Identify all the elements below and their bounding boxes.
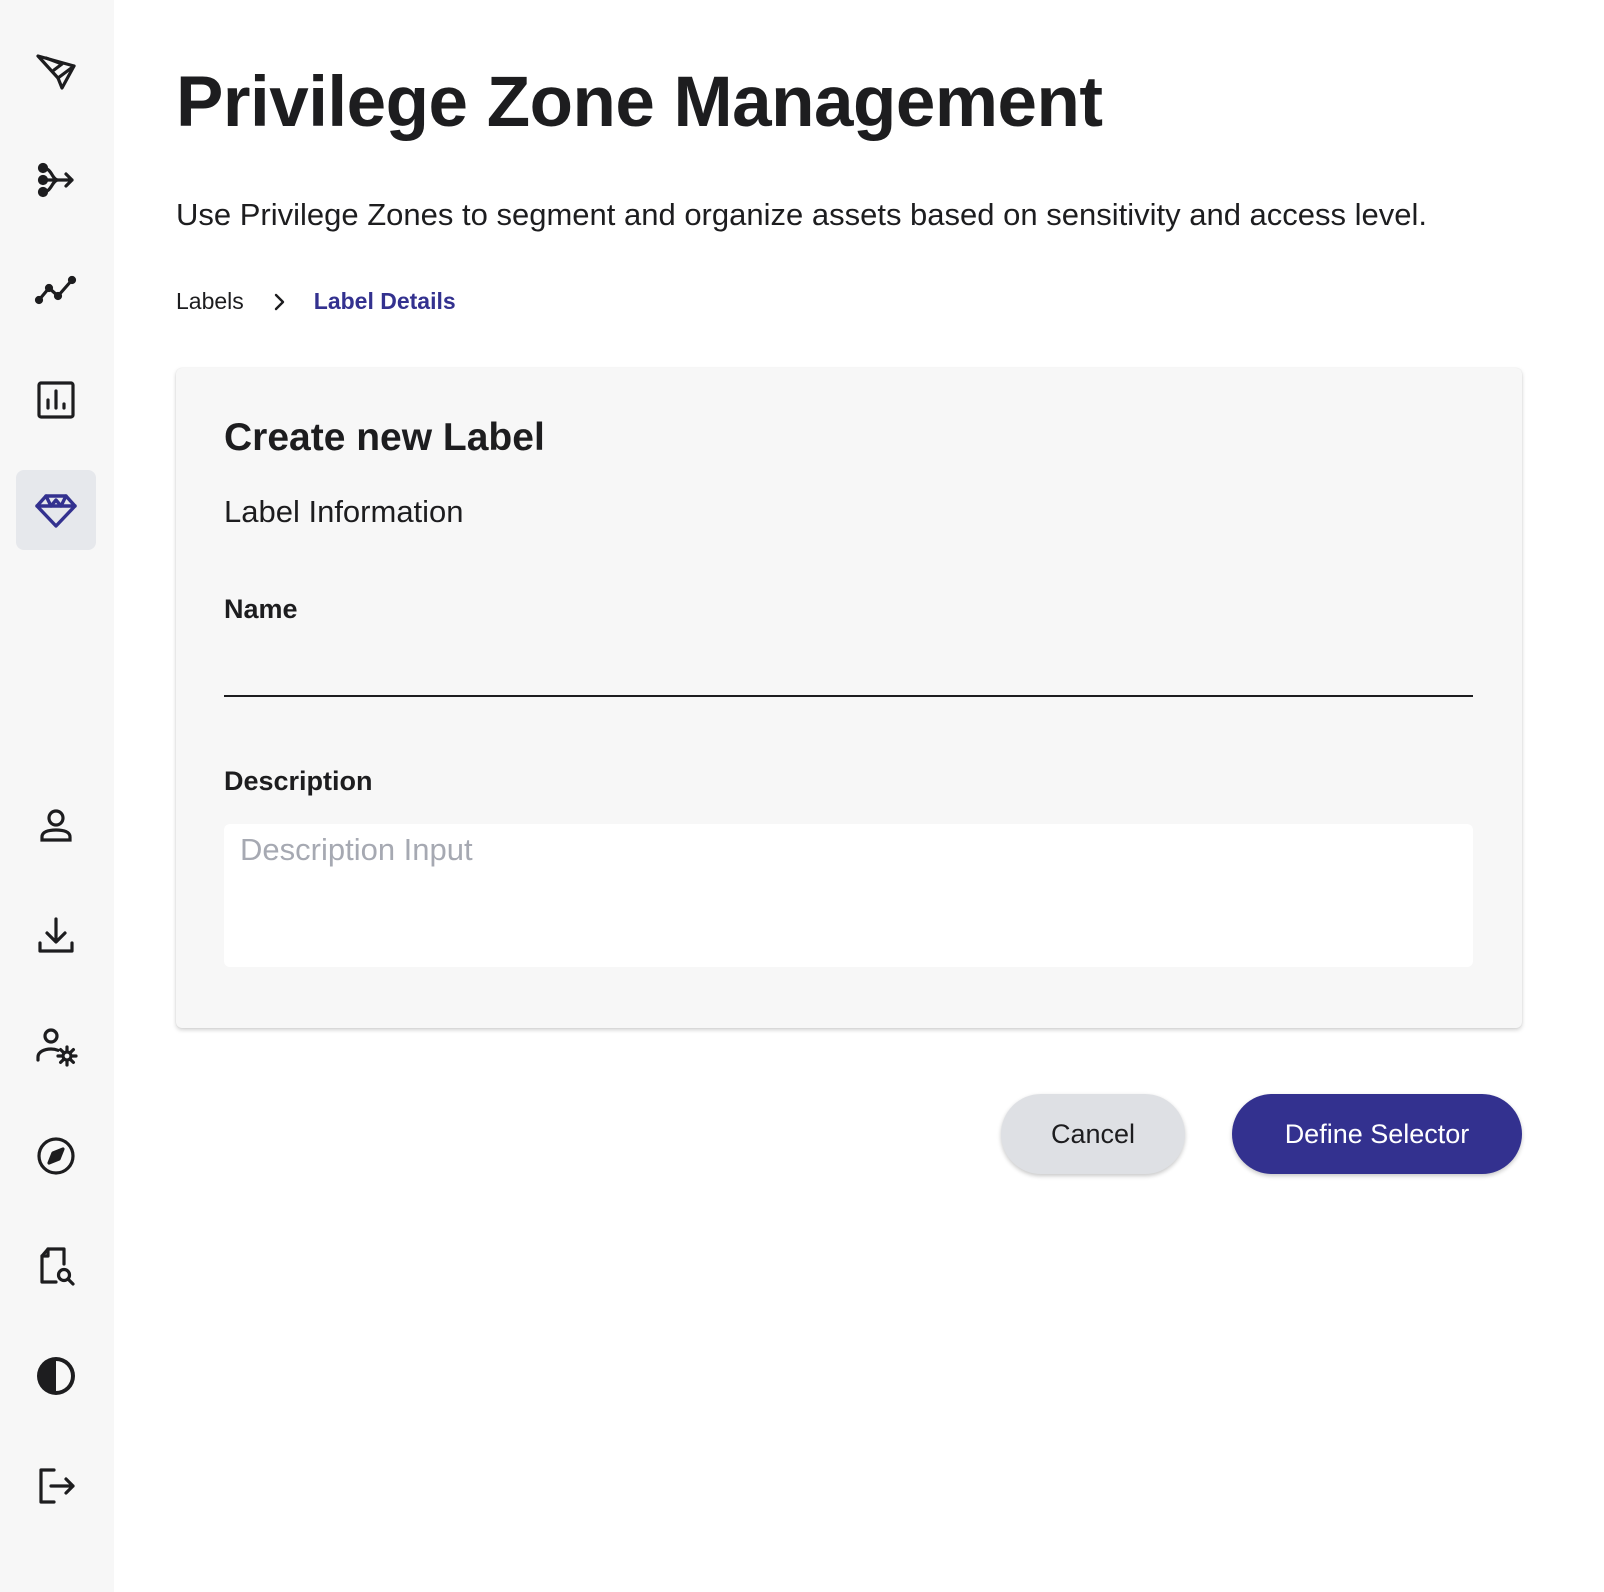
description-input[interactable] (224, 824, 1473, 967)
page-subtitle: Use Privilege Zones to segment and organize assets based on sensitivity and access level. (176, 197, 1428, 232)
page-title: Privilege Zone Management (176, 63, 1103, 142)
logout-icon (34, 1464, 78, 1508)
gem-icon (34, 488, 78, 532)
contrast-icon (34, 1354, 78, 1398)
create-label-card (176, 368, 1522, 1028)
user-settings-icon (34, 1024, 78, 1068)
sidebar-item-posture[interactable] (16, 250, 96, 330)
sidebar-item-explore-compass[interactable] (16, 1116, 96, 1196)
bar-chart-icon (34, 378, 78, 422)
sidebar-item-home[interactable] (16, 30, 96, 110)
name-label: Name (224, 594, 298, 624)
sidebar-item-privilege-zones[interactable] (16, 470, 96, 550)
sidebar-item-reports[interactable] (16, 360, 96, 440)
breadcrumb-labels-link[interactable]: Labels (176, 288, 244, 314)
description-label: Description (224, 766, 373, 796)
breadcrumb (176, 288, 456, 315)
name-input[interactable] (224, 653, 1473, 697)
explore-graph-icon (34, 158, 78, 202)
sidebar-item-download[interactable] (16, 896, 96, 976)
compass-icon (34, 1134, 78, 1178)
sidebar-item-profile[interactable] (16, 786, 96, 866)
logo-icon (34, 48, 78, 92)
sidebar-item-logout[interactable] (16, 1446, 96, 1526)
chevron-right-icon (244, 292, 314, 312)
sidebar (0, 0, 114, 1592)
form-title: Create new Label (224, 416, 545, 459)
sidebar-item-explore[interactable] (16, 140, 96, 220)
breadcrumb-current: Label Details (313, 288, 456, 314)
user-icon (34, 804, 78, 848)
cancel-button[interactable]: Cancel (1001, 1094, 1185, 1174)
sidebar-item-docs[interactable] (16, 1226, 96, 1306)
define-selector-button[interactable]: Define Selector (1232, 1094, 1522, 1174)
form-section-title: Label Information (224, 494, 464, 529)
document-search-icon (34, 1244, 78, 1288)
download-icon (34, 914, 78, 958)
sidebar-item-theme[interactable] (16, 1336, 96, 1416)
posture-trend-icon (34, 268, 78, 312)
sidebar-item-administration[interactable] (16, 1006, 96, 1086)
